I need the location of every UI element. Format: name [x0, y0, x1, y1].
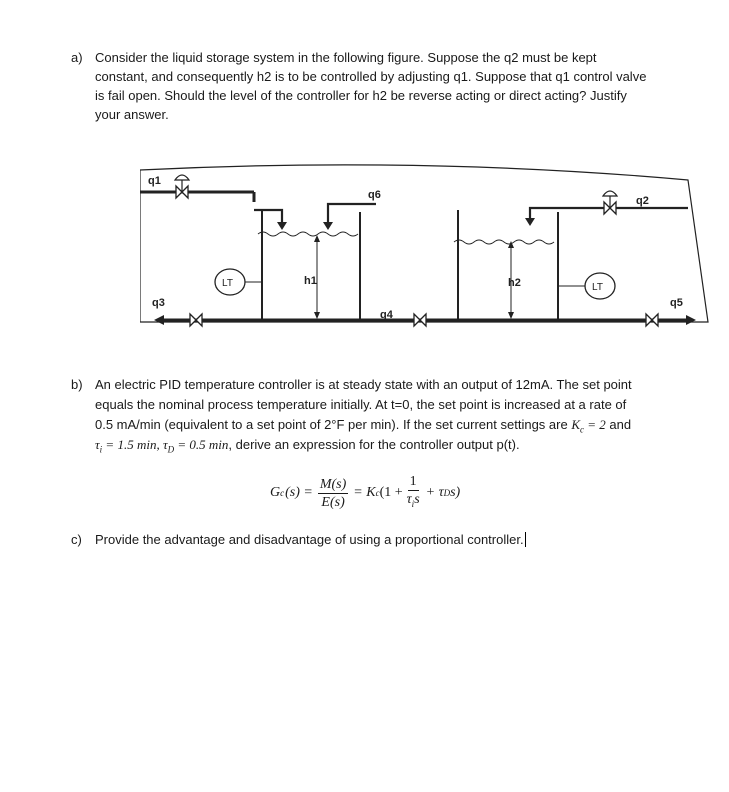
tank1-liquid-surface	[258, 232, 358, 236]
formula-mid-sub: c	[375, 488, 380, 498]
lt-left-label: LT	[222, 278, 233, 289]
question-a-line-4: your answer.	[95, 107, 169, 122]
figure-frame	[140, 165, 708, 322]
question-b-line-3-text: 0.5 mA/min (equivalent to a set point of 2°F per min). If the set current settings are	[95, 417, 568, 432]
q6-pipe	[328, 204, 376, 228]
tau-d-value: = 0.5 min	[174, 437, 229, 452]
q1-label: q1	[148, 175, 161, 187]
q3-arrow	[154, 315, 164, 325]
formula-mid-open: (1 +	[379, 485, 403, 500]
formula-lhs: G	[270, 485, 281, 500]
q5-label: q5	[670, 297, 683, 309]
q5-valve	[646, 314, 658, 326]
formula-main-fraction	[318, 476, 348, 511]
q2-pipe	[530, 208, 688, 224]
h1-label: h1	[304, 275, 317, 287]
tank1	[262, 210, 360, 320]
pid-transfer-function	[270, 473, 460, 513]
q5-arrow	[686, 315, 696, 325]
formula-inner-numerator: 1	[409, 474, 417, 490]
formula-tail: + τ	[425, 485, 444, 500]
question-c-line[interactable]	[95, 530, 526, 549]
formula-tail-sub: D	[443, 488, 451, 498]
formula-numerator: M(s)	[319, 476, 347, 492]
tau-i-symbol: $\tau_i$	[95, 437, 103, 455]
question-b-line-1: An electric PID temperature controller is at steady state with an output of 12mA. The set point	[95, 377, 632, 392]
formula-denominator: E(s)	[321, 494, 345, 510]
formula-mid: = K	[353, 485, 376, 500]
h2-label: h2	[508, 277, 521, 289]
q4-label: q4	[380, 309, 393, 321]
formula-lhs-arg: (s) =	[285, 485, 313, 500]
formula-inner-fraction	[405, 473, 422, 513]
text-cursor	[525, 532, 526, 547]
tank2-liquid-surface	[454, 240, 554, 244]
question-c-text: Provide the advantage and disadvantage of using a proportional controller.	[95, 532, 524, 547]
formula-inner-denominator: $\tau_is$	[406, 492, 420, 509]
question-b-line-4-tail: , derive an expression for the controller output p(t).	[228, 437, 520, 452]
tau-i-value: = 1.5 min,	[102, 437, 163, 452]
question-a-line-3: is fail open. Should the level of the controller for h2 be reverse acting or direct acting? Justify	[95, 88, 627, 103]
q1-valve	[175, 175, 189, 198]
q2-valve	[603, 191, 617, 214]
formula-lhs-sub: c	[280, 488, 285, 498]
q3-label: q3	[152, 297, 165, 309]
q6-label: q6	[368, 189, 381, 201]
lt-right-label: LT	[592, 282, 603, 293]
q4-valve	[414, 314, 426, 326]
question-c-marker: c)	[71, 532, 82, 547]
q3-valve	[190, 314, 202, 326]
question-a-marker: a)	[71, 50, 83, 65]
q2-arrow	[525, 218, 535, 226]
tau-d-symbol: $\tau_D$	[162, 437, 175, 455]
question-b-line-4	[95, 435, 520, 460]
and-word: and	[605, 417, 632, 432]
question-b-line-2: equals the nominal process temperature initially. At t=0, the set point is increased at a rate of	[95, 397, 627, 412]
kc-symbol: $K_c$	[571, 417, 584, 435]
question-b-marker: b)	[71, 377, 83, 392]
question-a-line-2: constant, and consequently h2 is to be controlled by adjusting q1. Suppose that q1 control valve	[95, 69, 647, 84]
tank1-inlet	[254, 210, 282, 228]
tank1-inlet-arrow	[277, 222, 287, 230]
q6-arrow	[323, 222, 333, 230]
kc-value: = 2	[584, 417, 606, 432]
question-a-line-1: Consider the liquid storage system in the following figure. Suppose the q2 must be kept	[95, 50, 597, 65]
liquid-storage-figure	[140, 162, 710, 328]
q2-label: q2	[636, 195, 649, 207]
tank2	[458, 210, 558, 320]
formula-tail-end: s)	[450, 485, 461, 500]
